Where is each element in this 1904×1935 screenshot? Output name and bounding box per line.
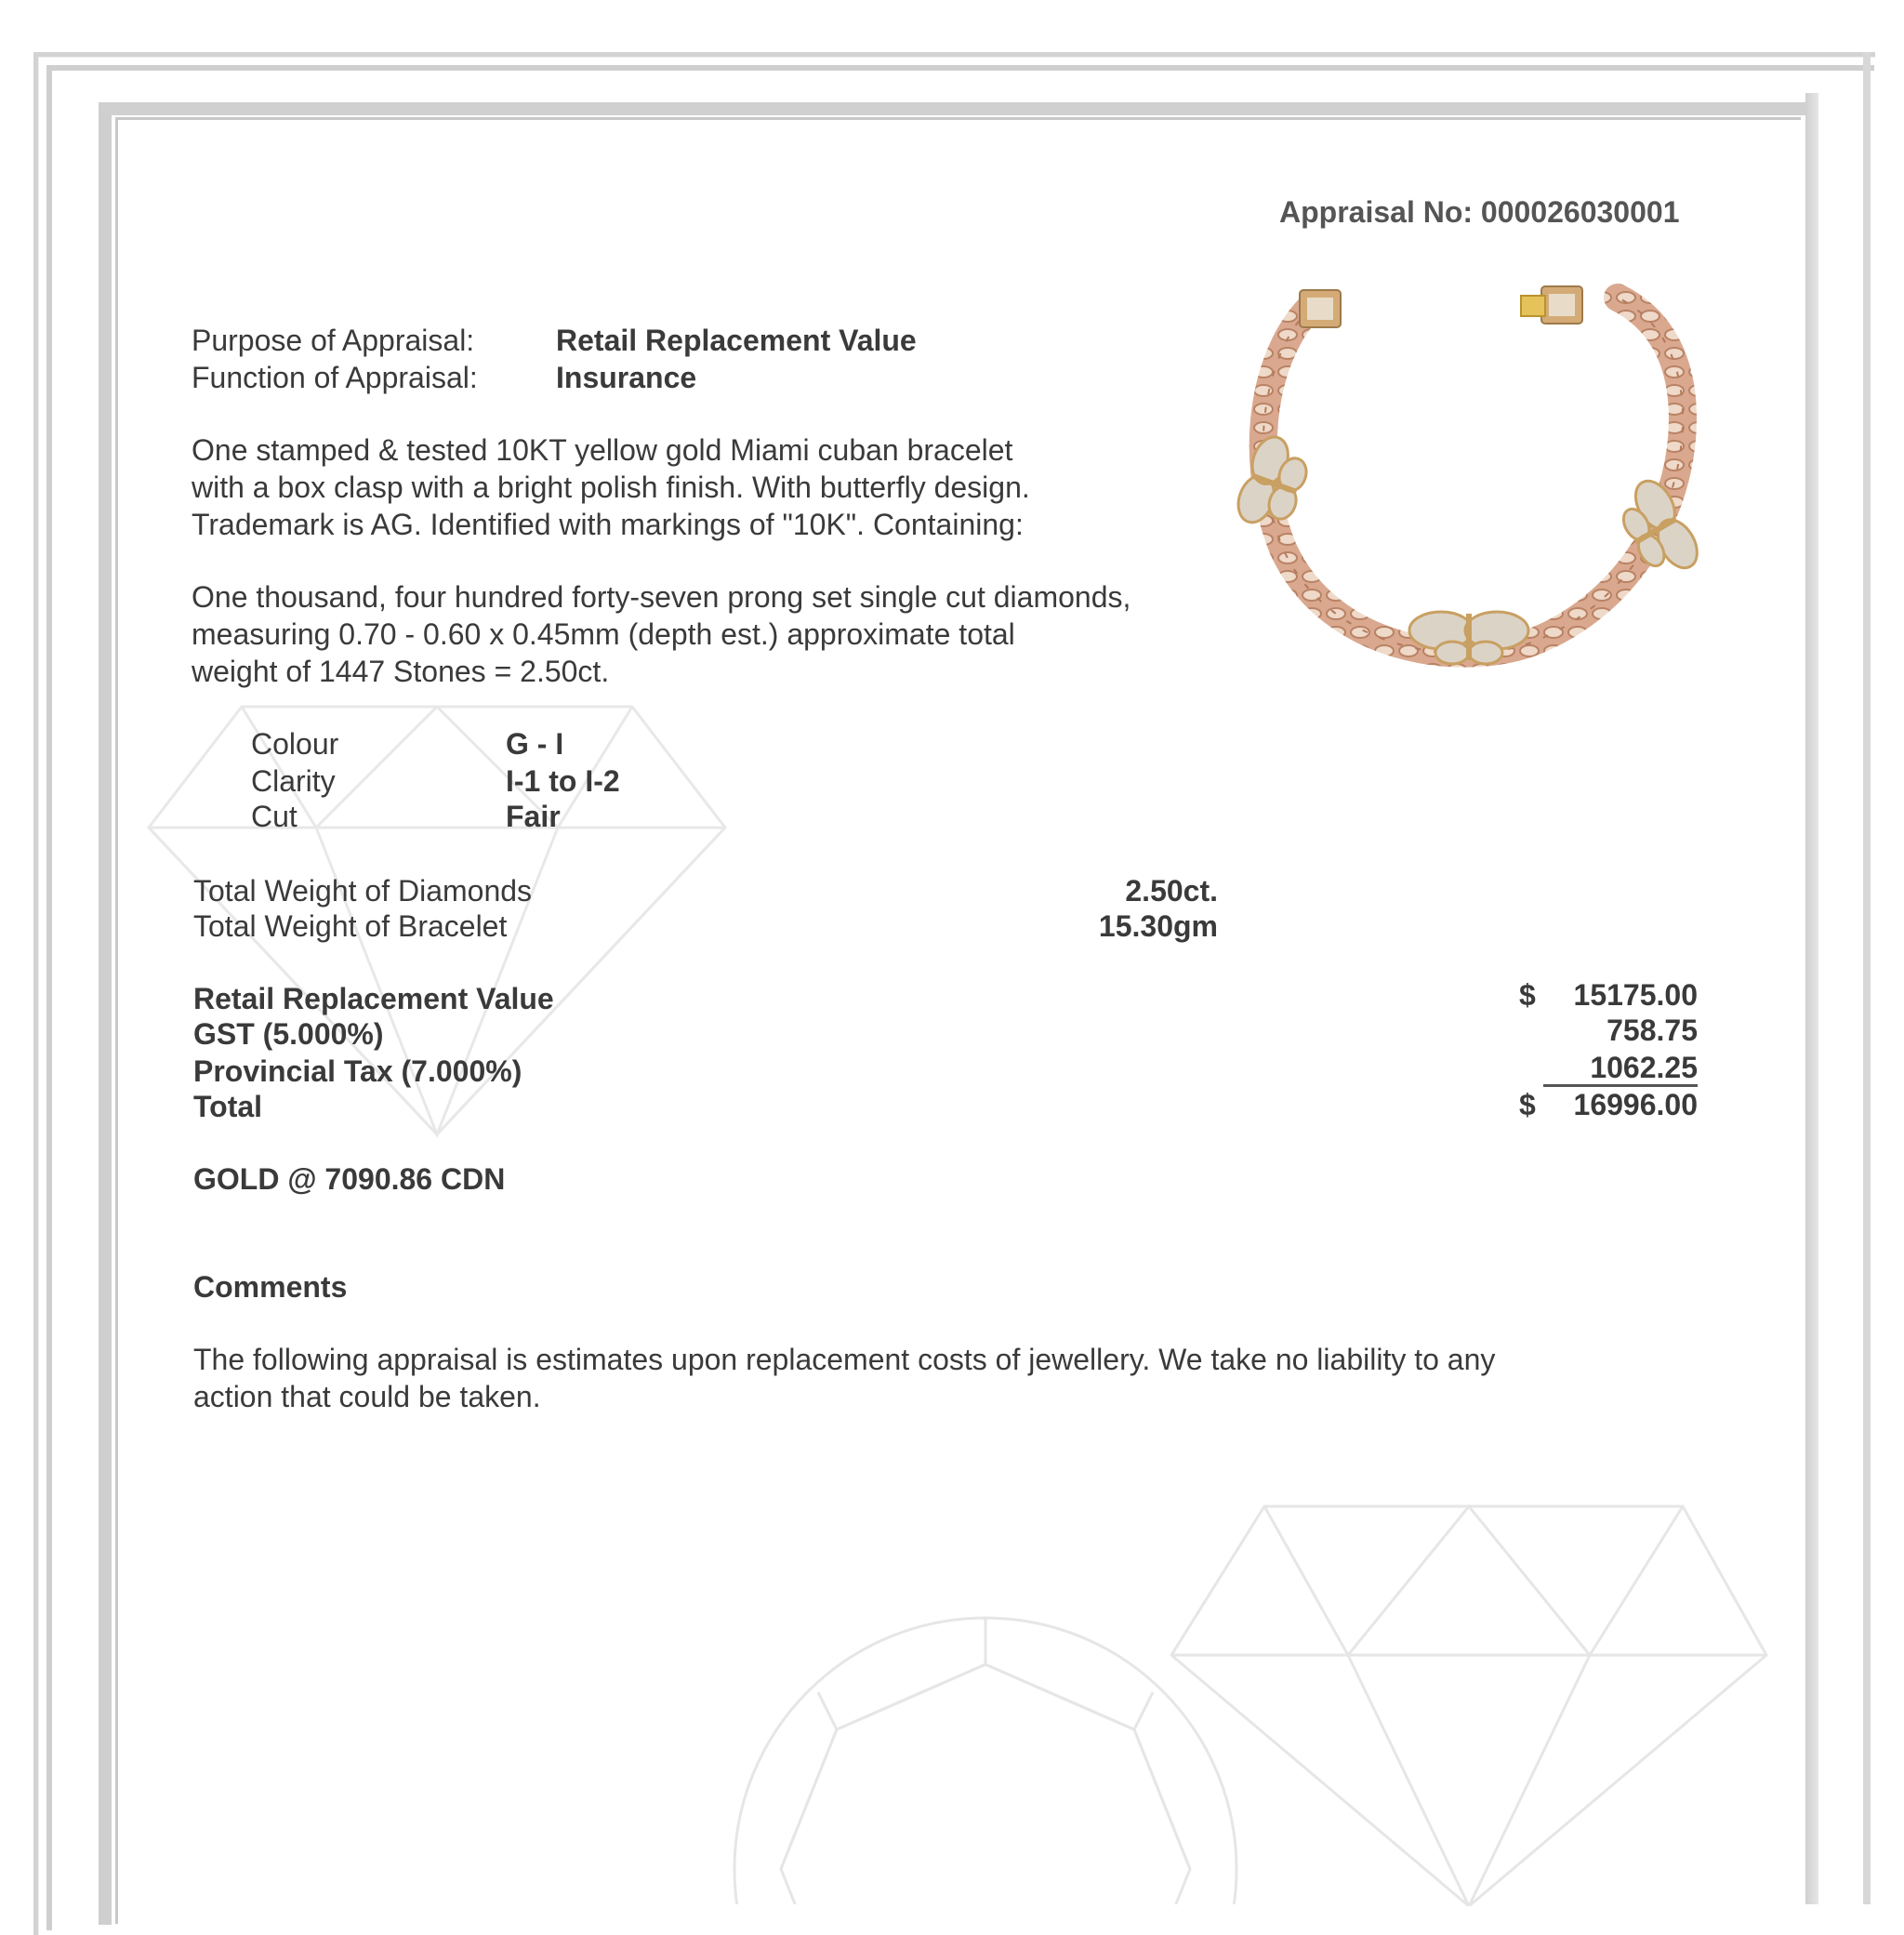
diamond-watermark-large	[1162, 1478, 1776, 1906]
function-label: Function of Appraisal:	[192, 361, 478, 394]
retail-value-amount: 15175.00	[1573, 978, 1698, 1012]
comment-line: action that could be taken.	[193, 1380, 541, 1413]
round-diamond-watermark	[725, 1609, 1246, 1904]
colour-label: Colour	[251, 727, 339, 761]
clarity-value: I-1 to I-2	[506, 764, 620, 798]
diamond-weight-value: 2.50ct.	[1125, 874, 1218, 908]
colour-value: G - I	[506, 727, 564, 761]
diamond-weight-label: Total Weight of Diamonds	[193, 874, 533, 908]
clarity-label: Clarity	[251, 764, 336, 798]
retail-value-label: Retail Replacement Value	[193, 982, 554, 1015]
cut-value: Fair	[506, 800, 561, 833]
gold-price: GOLD @ 7090.86 CDN	[193, 1162, 506, 1196]
diamond-line: measuring 0.70 - 0.60 x 0.45mm (depth est.) approximate total	[192, 617, 1015, 651]
diamond-line: One thousand, four hundred forty-seven prong set single cut diamonds,	[192, 580, 1131, 614]
provincial-tax-amount: 1062.25	[1590, 1051, 1698, 1084]
total-amount: 16996.00	[1573, 1088, 1698, 1121]
frame-right-edge	[1863, 52, 1871, 1904]
purpose-value: Retail Replacement Value	[556, 324, 917, 357]
diamond-line: weight of 1447 Stones = 2.50ct.	[192, 655, 610, 688]
description-line: Trademark is AG. Identified with markings of "10K". Containing:	[192, 508, 1024, 541]
total-currency: $	[1519, 1088, 1536, 1121]
bracelet-weight-value: 15.30gm	[1098, 909, 1218, 943]
item-description	[192, 431, 1030, 543]
bracelet-photo	[1227, 270, 1711, 716]
paper-shadow	[1805, 93, 1818, 1904]
function-value: Insurance	[556, 361, 697, 394]
gst-amount: 758.75	[1606, 1014, 1698, 1047]
total-label: Total	[193, 1090, 263, 1123]
description-line: One stamped & tested 10KT yellow gold Miami cuban bracelet	[192, 433, 1013, 467]
provincial-tax-label: Provincial Tax (7.000%)	[193, 1054, 522, 1088]
comment-line: The following appraisal is estimates upon replacement costs of jewellery. We take no liability to any	[193, 1343, 1496, 1376]
description-line: with a box clasp with a bright polish finish. With butterfly design.	[192, 470, 1030, 504]
appraisal-number: Appraisal No: 000026030001	[1279, 195, 1680, 229]
bracelet-weight-label: Total Weight of Bracelet	[193, 909, 508, 943]
purpose-label: Purpose of Appraisal:	[192, 324, 475, 357]
gst-label: GST (5.000%)	[193, 1017, 384, 1051]
comments-text	[193, 1341, 1495, 1415]
diamond-description	[192, 578, 1130, 690]
cut-label: Cut	[251, 800, 298, 833]
comments-heading: Comments	[193, 1270, 348, 1304]
retail-value-currency: $	[1519, 978, 1536, 1012]
